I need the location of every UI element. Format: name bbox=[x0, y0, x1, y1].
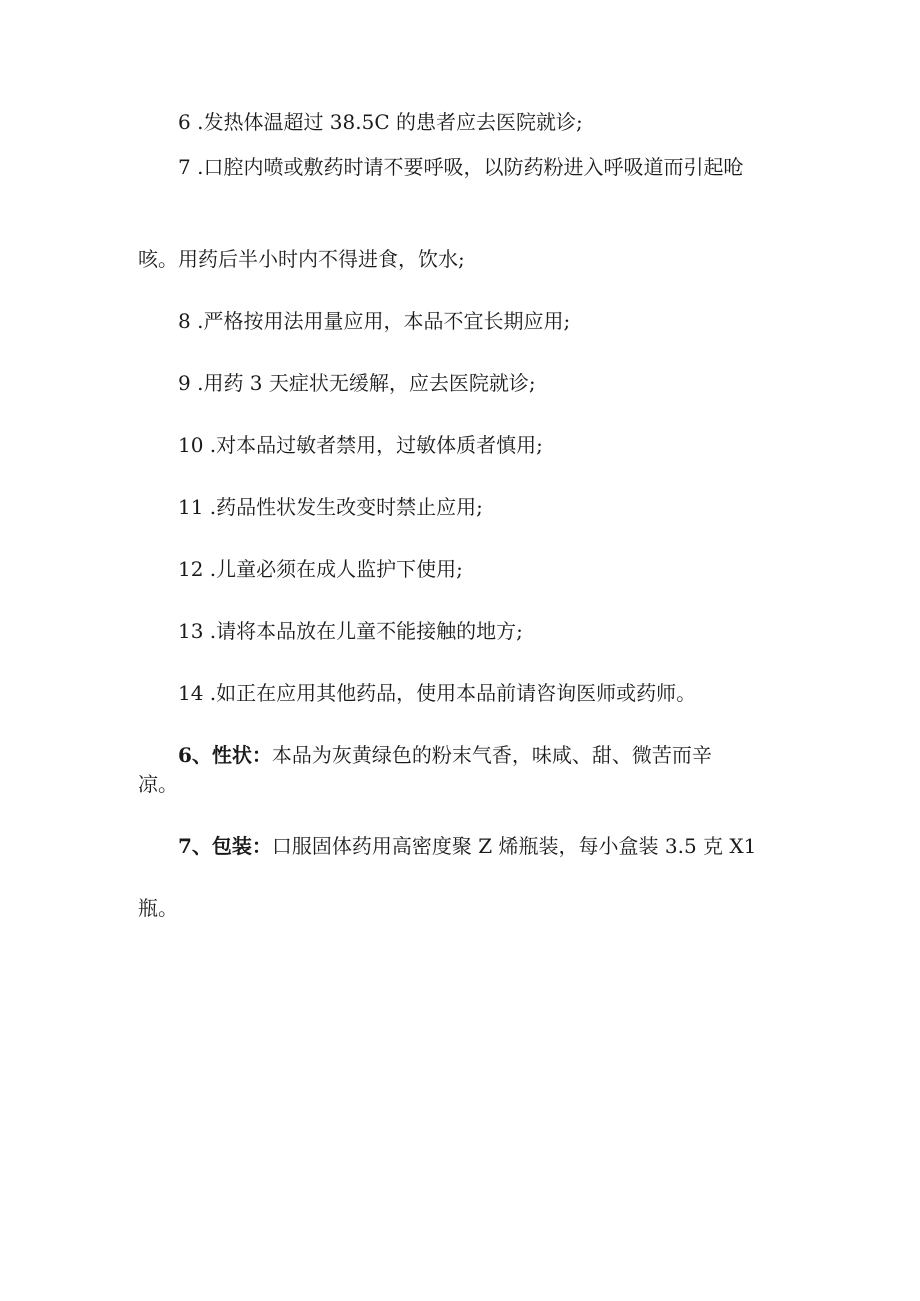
list-item-13: 13 .请将本品放在儿童不能接触的地方; bbox=[178, 619, 523, 643]
properties-text: 本品为灰黄绿色的粉末气香，味咸、甜、微苦而辛 bbox=[271, 743, 712, 767]
packaging-section bbox=[178, 832, 756, 860]
list-item-10: 10 .对本品过敏者禁用，过敏体质者慎用; bbox=[178, 433, 543, 457]
packaging-continuation: 瓶。 bbox=[138, 896, 178, 920]
list-item-7-continuation: 咳。用药后半小时内不得进食，饮水; bbox=[138, 247, 465, 271]
properties-continuation: 凉。 bbox=[138, 772, 178, 796]
list-item-6: 6 .发热体温超过 38.5C 的患者应去医院就诊; bbox=[178, 110, 583, 134]
packaging-heading: 7、包装： bbox=[178, 834, 272, 858]
list-item-9: 9 .用药 3 天症状无缓解，应去医院就诊; bbox=[178, 371, 536, 395]
list-item-8: 8 .严格按用法用量应用，本品不宜长期应用; bbox=[178, 309, 571, 333]
list-item-7: 7 .口腔内喷或敷药时请不要呼吸，以防药粉进入呼吸道而引起呛 bbox=[178, 155, 744, 179]
properties-section bbox=[178, 741, 712, 769]
list-item-11: 11 .药品性状发生改变时禁止应用; bbox=[178, 495, 483, 519]
packaging-text: 口服固体药用高密度聚 Z 烯瓶装，每小盒装 3.5 克 X1 bbox=[271, 834, 757, 858]
properties-heading: 6、性状： bbox=[178, 743, 272, 767]
list-item-14: 14 .如正在应用其他药品，使用本品前请咨询医师或药师。 bbox=[178, 681, 697, 705]
list-item-12: 12 .儿童必须在成人监护下使用; bbox=[178, 557, 463, 581]
